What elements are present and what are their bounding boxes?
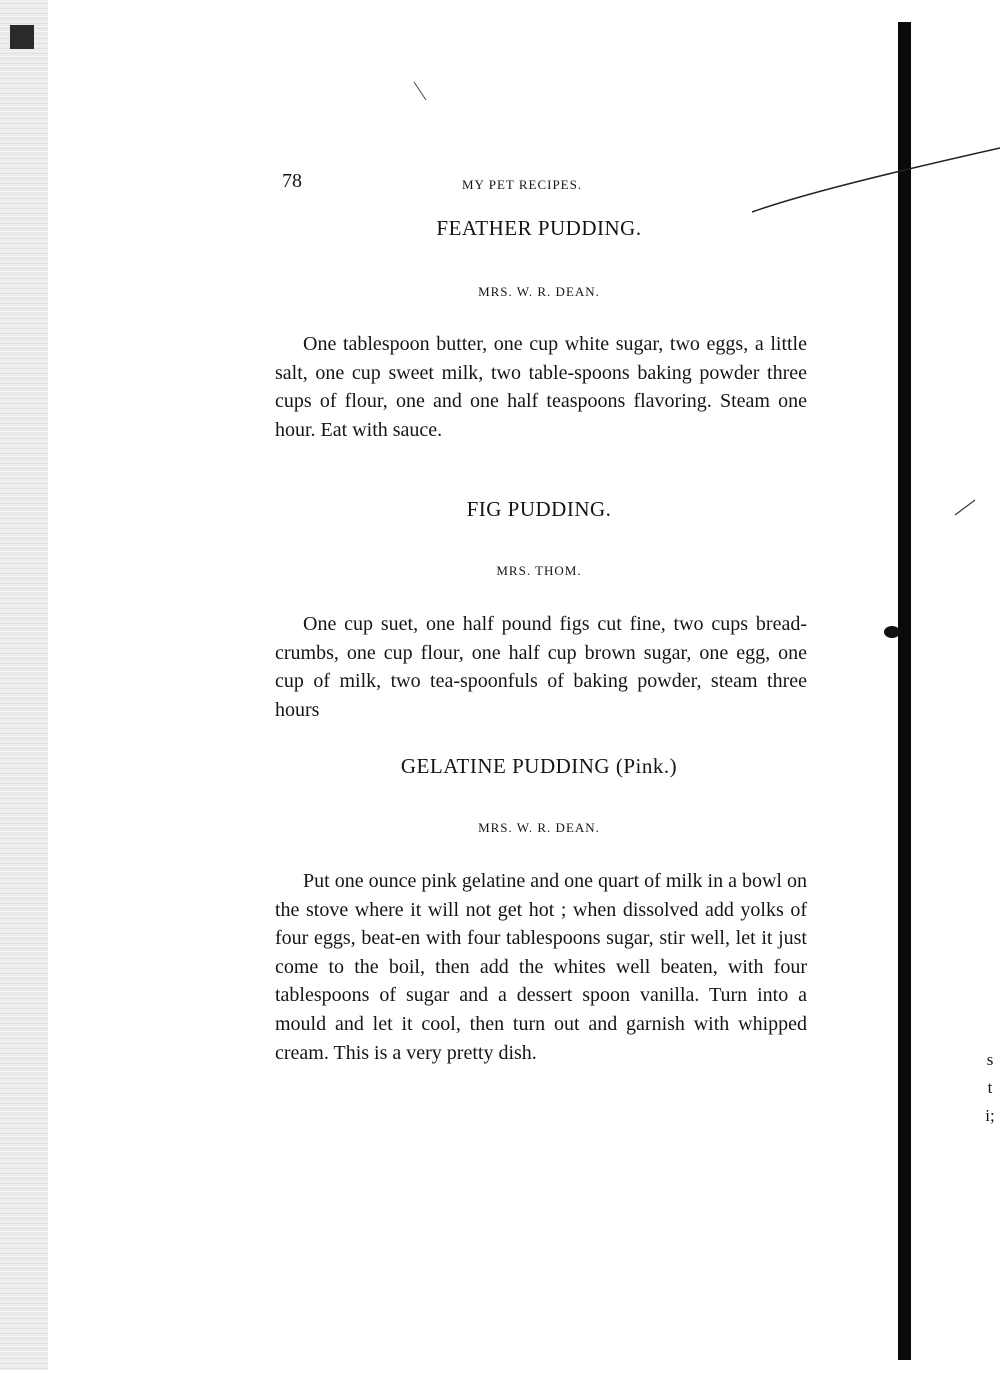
recipe-author-gelatine-pudding: MRS. W. R. DEAN. [478,820,600,835]
facing-page-fragment [983,1046,997,1130]
recipe-author-fig-pudding: MRS. THOM. [496,563,582,578]
recipe-body-feather-pudding: One tablespoon butter, one cup white sugar, two eggs, a little salt, one cup sweet milk, two table-spoons baking powder three cups of flour, one and one half teaspoons flavoring. Steam one hour. Eat with sauce. [275,333,807,441]
page-number: 78 [282,170,302,192]
recipe-author-feather-pudding: MRS. W. R. DEAN. [478,284,600,299]
book-title: MY PET RECIPES. [462,177,583,192]
recipe-title-gelatine-pudding: GELATINE PUDDING (Pink.) [400,754,678,778]
recipe-body-gelatine-pudding: Put one ounce pink gelatine and one quart of milk in a bowl on the stove where it will not get hot ; when dissolved add yolks of four eggs, beat-en with four tablespoons sugar, stir well, let it just come to the boil, then add the whites well beaten, with four tablespoons of sugar and a dessert spoon vanilla. Turn into a mould and let it cool, then turn out and garnish with whipped cream. This is a very pretty dish. [275,870,807,1064]
margin-letter: s [986,1050,994,1069]
margin-letter: i; [985,1106,995,1125]
recipe-title-feather-pudding: FEATHER PUDDING. [436,216,642,240]
recipe-body-fig-pudding: One cup suet, one half pound figs cut fine, two cups bread-crumbs, one cup flour, one half cup brown sugar, one egg, one cup of milk, two tea-spoonfuls of baking powder, steam three hours [275,613,807,721]
margin-letter: t [987,1078,993,1097]
running-head [282,170,812,200]
recipe-title-fig-pudding: FIG PUDDING. [466,497,612,521]
